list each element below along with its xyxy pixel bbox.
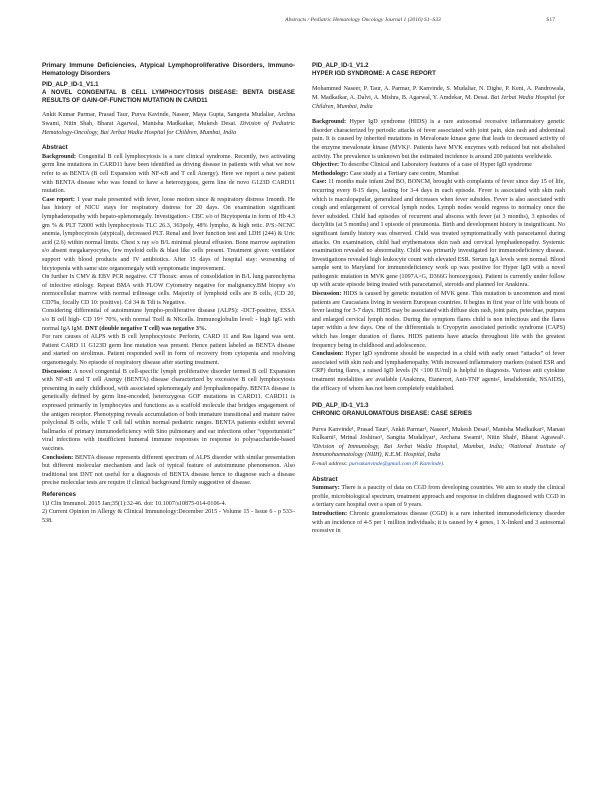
abstract-title: HYPER IGD SYNDROME: A CASE REPORT [312,70,436,78]
running-head [0,17,595,29]
abstract-heading: Abstract [312,475,338,483]
author-list: Ankit Kumar Parmar, Prasad Taur, Purva Kavinde, Naseer, Maya Gupta, Sangeeta Mudaliar, Archna Swami, Nitin Shah, Bharat Agarwal, Manisha Madkaikar, Mukesh Desai. [42,112,295,128]
section-heading: Primary Immune Deficiencies, Atypical Lymphoproliferative Disorders, Immuno-Hematology Disorders [42,62,295,78]
conclusion-paragraph: Conclusion: BENTA disease represents different spectrum of ALPS disorder with similar presentation but different molecular mechanism and lack of typical feature of autoimmune phenomenon. Also traditional test DNT not useful for a diagnosis of BENTA disease hence to diagnose such a disease precise molecular tests are require if clinical background firmly suggestive of disease. [42,454,295,487]
journal-citation: Abstracts / Pediatric Hematology Oncology Journal 1 (2016) S1–S33 [285,17,441,23]
right-column [312,62,565,536]
author-block [312,85,565,111]
case-report-paragraph: Case report: 1 year male presented with fever, loose motion since & respiratory distress 1month. He has history of NICU stays for respiratory distress for 20 days. On examination significant lymphadenopathy with hepato-splenomegaly. Investigation:- CBC s/o of Bicytopenia in form of Hb 4.3 gm % & PLT 72000 with lymphocytosis TLC 26.3, 363poly, 48% lympho, & high retic. P/S:-NCNC anemia, lymphocytosis (atypical), decreased PLT. Renal and liver function test and LDH (244) & Uric acid (2.6) within normal limits. Chest x ray s/o B/L minimal pleural effusion. Bone marrow aspiration s/o absent megakaryocytes, few myeloid cells & blast like cells present. Treatment given: ventilator support with blood products and IV antibiotics. After 15 days of hospital stay: worsening of bicytopenia with same size organomegaly with symptomatic improvement. [42,196,295,272]
author-list: Purva Kanvinde¹, Prasad Taur¹, Ankit Parmar¹, Naseer¹, Mukesh Desai¹, Manisha Madkaikar², Manasi Kulkarni², Mrinal Joshirao¹, Sangita Mudaliyar¹, Archana Swami¹, Nitin Shah¹, Bharat Agrawal¹. [312,426,565,442]
reference-item: 2) Current Opinion in Allergy & Clinical Immunology:December 2015 - Volume 15 - Issue 6 - p 533–538. [42,509,295,524]
abstract-heading: Abstract [42,144,68,152]
author-block [42,111,295,137]
rare-causes-paragraph: For rare causes of ALPS with B cell lymphocytosis: Perforin, CARD 11 and Ras ligand was sent. Patient CARD 11 G123D germ line mutation was present. Hence patient labeled as BENTA disease and started on sirolimus. Patient responded well in form of recovery from cytopenia and resolving organomegaly. No episode of respiratory disease after starting treatment. [42,334,295,367]
abstract-code: PID_ALP_ID-1_V1.2 [312,62,369,69]
conclusion-paragraph: Conclusion: Hyper IgD syndrome should be suspected in a child with early onset “attacks” of fever associated with skin rash and lymphadenopathy. With increased inflammatory markers (raised ESR and CRP) during flares, a raised IgD levels (N <100 IU/ml) is helpful in diagnosis. Various anti cytokine treatment modalities are available (Anakinra, Etanercet, Anti-TNF agents², lenalidomide, NSAIDS), the efficacy of whom has not been completely established. [312,351,565,392]
introduction-paragraph: Introduction: Chronic granulomatous disease (CGD) is a rare inherited immunodeficiency disorder with an incidence of 4-5 per 1 million individuals; it is caused by 4 genes, 1 X-linked and 3 autosomal recessive in [312,510,565,535]
page-number: S17 [546,17,555,23]
abstract-code: PID_ALP_ID-1_V1.1 [42,80,99,88]
abstract-title: A NOVEL CONGENITAL B CELL LYMPHOCYTOSIS DISEASE: BENTA DISEASE RESULTS OF GAIN-OF-FUNCTION MUTATION IN CARD11 [42,89,295,105]
discussion-paragraph: Discussion: HIDS is caused by genetic mutation of MVK gene. This mutation is uncommon and most patients are Caucasians living in western European countries. It begins in first year of life with bouts of fever lasting for 3-7 days. HIDS may be associated with diffuse skin rash, joint pain, petechiae, purpura and enlarged cervical lymph nodes. During the symptom flares child is non infectious and the flares taper within a few days. One of the differentials is Cryopyrin associated periodic syndrome (CAPS) which has longer duration of flares. HIDS patients have attacks throughout life with the greatest frequency being in childhood and adolescence. [312,291,565,349]
background-paragraph: Background: Hyper IgD syndrome (HIDS) is a rare autosomal recessive inflammatory genetic disorder characterized by periodic attacks of fever associated with joint pain, skin rash and abdominal pain. It is caused by inherited mutations in Mevalonate kinase gene that leads to decreased activity of the enzyme mevalonate kinase (MVK)¹. Patients have MVK enzymes with reduced but not abolished activity. The prevalence is unknown but the estimated incidence is around 200 patients worldwide. [312,119,565,160]
summary-paragraph: Summary: There is a paucity of data on CGD from developing countries. We aim to study the clinical profile, microbiological spectrum, treatment approach and response in children diagnosed with CGD in a tertiary care hospital over a span of 9 years. [312,485,565,509]
author-list: Mohammed Naseer, P. Taur, A. Parmar, P. Kanvinde, S. Mudaliar, N. Dighe, P. Keni, A. Pandrowala, M. Madkaikar, A. Dalvi, A. Mishra, B. Agarwal, Y. Amdekar, M. Desai. [312,86,565,101]
email-line: E-mail address: purvakanvinde@gmail.com (P. Kanvinde). [312,460,445,467]
abstract-title: CHRONIC GRANULOMATOUS DISEASE: CASE SERIES [312,410,472,418]
further-investigation-paragraph: On further Ix CMV & EBV PCR negative. CT Thorax: areas of consolidation in B/L lung parenchyma of infective etiology. Repeat BMA with FLOW Cytometry negative for malignancy.BM biopsy s/o normocellular marrow with normal trilineage cells. Majority of lymphoid cells are B cells, (CD 20, CD79a, focally CD 10: positive). Cd 34 & Tdt is Negative. [42,274,295,306]
discussion-paragraph: Discussion: A novel congenital B cell-specific lymph proliferative disorder termed B cell Expansion with NF-κB and T cell Anergy (BENTA) disease characterized by excessive B cell lymphocytosis presenting in early childhood, with associated splenomegaly and lymphadenopathy. BENTA disease is genetically defined by germ line-encoded, heterozygous GOF mutations in CARD11. CARD11 is expressed primarily in lymphocytes and functions as a scaffold molecule that bridges engagement of the antigen receptor. Phenotyping reveals accumulation of both immature transitional and mature naïve polyclonal B cells, while T cell fall within normal pediatric ranges. BENTA patients exhibit several hallmarks of primary immunodeficiency with Sino pulmonary and ear infections other “opportunistic” viral infections with insufficient humeral immune responses in response to polysaccharide-based vaccines. [42,368,295,452]
background-paragraph: Background: Congenital B cell lymphocytosis is a rare clinical syndrome. Recently, two activating germ line mutations in CARD11 have been identified as driving disease in patients with what we now refer to as BENTA (B cell Expansion with NF-κB and T cell Anergy). Here we report a new patient with BENTA disease who was found to have a heterozygous, germ line de novo G123D CARD11 mutation. [42,153,295,195]
case-paragraph: Case: 11 months male infant 2nd BO, BONCM, brought with complaints of fever since day 15 of life, recurring every 8-15 days, lasting for 3-4 days in each episode. Fever is associated with skin rash which is maculopapular, generalized and decreases when fever subsides. Fever is also associated with cough and enlargement of cervical lymph nodes. Lymph nodes would regress to normalcy once the fever subsided. Child had episodes of recurrent anal abscess with fever (at 3 months), 3 episodes of dactylitis (at 5 months) and 1 episode of pneumonia. Birth and development history is insignificant. No significant family history was observed. Child was treated symptomatically with paracetamol during attacks. On examination, child had erythematous skin rash and cervical lymphadenopathy. Systemic examination revealed no abnormality. Child was primarily investigated for immunodeficiency disease. Investigations revealed high leukocyte count with elevated ESR. Serum IgA levels were normal. Blood sample sent to Maryland for immunodeficiency work up was positive for Hyper IgD with a novel pathogenic mutation in MVK gene (1097A>G, D366G homozygous). Patient is currently under follow up with acute episode being treated with paracetamol, steroids and planned for Anakinra. [312,179,566,289]
affiliation: Division of Pediatric Hematology-Oncology, Bai Jerbai Wadia Hospital for Children, Mumbai, India [42,121,295,136]
left-column [42,62,295,525]
email-link[interactable]: purvakanvinde@gmail.com (P. Kanvinde). [349,460,445,467]
considering-paragraph: Considering differential of autoimmune lympho-proliferative disease (ALPS): -DCT-positive, ESSA s/o B cell high- CD 19+ 70%, with normal Tcell & NKcells. Immunoglobulin level: - high IgG with normal IgA IgM. DNT (double negative T cell) was negative 3%. [42,308,295,332]
author-block [312,426,565,460]
references-heading: References [42,490,76,498]
reference-item: 1)J Clin Immunol. 2015 Jan;35(1):32-46. doi: 10.1007/s10875-014-0106-4. [42,500,227,507]
affiliation: ¹Division of Immunology, Bai Jerbai Wadia Hospital, Mumbai, India; ²National Institute of Immunohaematology (NIIH), K.E.M. Hospital, India [312,443,565,459]
abstract-code: PID_ALP_ID-1_V1.3 [312,402,369,410]
affiliation: Bai Jerbai Wadia Hospital for Children, Mumbai, India [312,95,565,110]
objective-paragraph: Objective: To describe Clinical and Laboratory features of a case of Hyper IgD syndrome [312,162,532,169]
methodology-paragraph: Methodology: Case study at a Tertiary care centre, Mumbai [312,170,459,177]
